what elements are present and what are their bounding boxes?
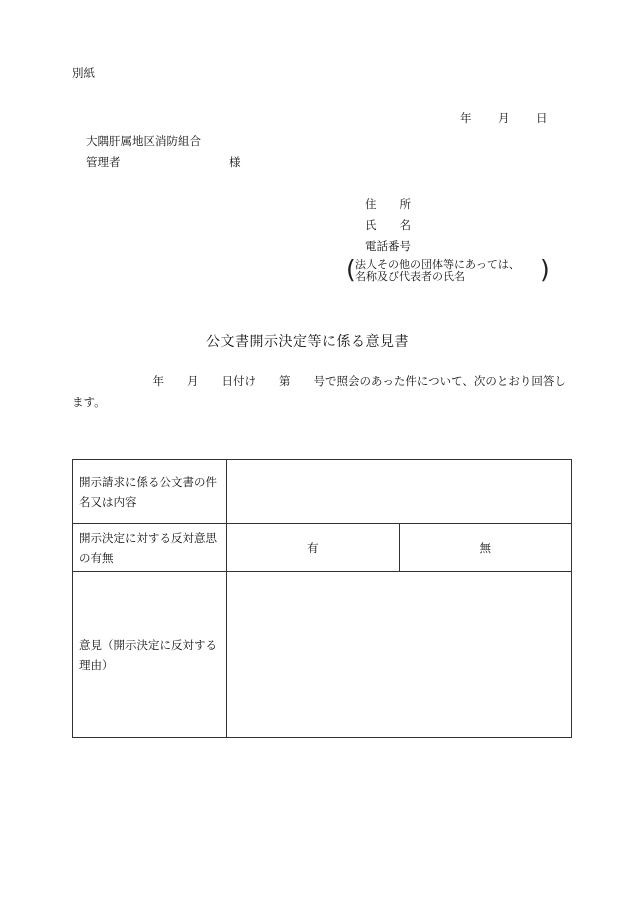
reason-label-cell: 意見（開示決定に反対する理由） xyxy=(73,572,227,738)
sender-name-label: 氏 名 xyxy=(365,218,411,232)
addressee-honorific: 様 xyxy=(229,155,241,169)
subject-value-cell xyxy=(227,460,572,524)
date-year: 年 xyxy=(460,111,472,125)
objection-yes-cell: 有 xyxy=(227,524,400,572)
sender-note-line2: 名称及び代表者の氏名 xyxy=(355,270,465,283)
document-title: 公文書開示決定等に係る意見書 xyxy=(206,334,409,350)
sender-note-line1: 法人その他の団体等にあっては、 xyxy=(355,258,520,271)
open-bracket: ( xyxy=(346,255,356,284)
subject-label-cell: 開示請求に係る公文書の件名又は内容 xyxy=(73,460,227,524)
close-bracket: ) xyxy=(540,255,550,284)
table-row xyxy=(73,460,572,524)
body-text: 年 月 日付け 第 号で照会のあった件について、次のとおり回答します。 xyxy=(72,374,566,409)
addressee-organization: 大隅肝属地区消防組合 xyxy=(86,134,201,148)
date-day: 日 xyxy=(536,111,548,125)
attachment-label: 別紙 xyxy=(72,66,95,80)
table-row xyxy=(73,572,572,738)
objection-label-cell: 開示決定に対する反対意思の有無 xyxy=(73,524,227,572)
addressee-title: 管理者 xyxy=(86,155,121,169)
table-row xyxy=(73,524,572,572)
objection-no-cell: 無 xyxy=(399,524,572,572)
opinion-table xyxy=(72,459,572,738)
sender-phone-label: 電話番号 xyxy=(365,239,411,253)
sender-address-label: 住 所 xyxy=(365,197,411,211)
date-month: 月 xyxy=(498,111,510,125)
reason-value-cell xyxy=(227,572,572,738)
